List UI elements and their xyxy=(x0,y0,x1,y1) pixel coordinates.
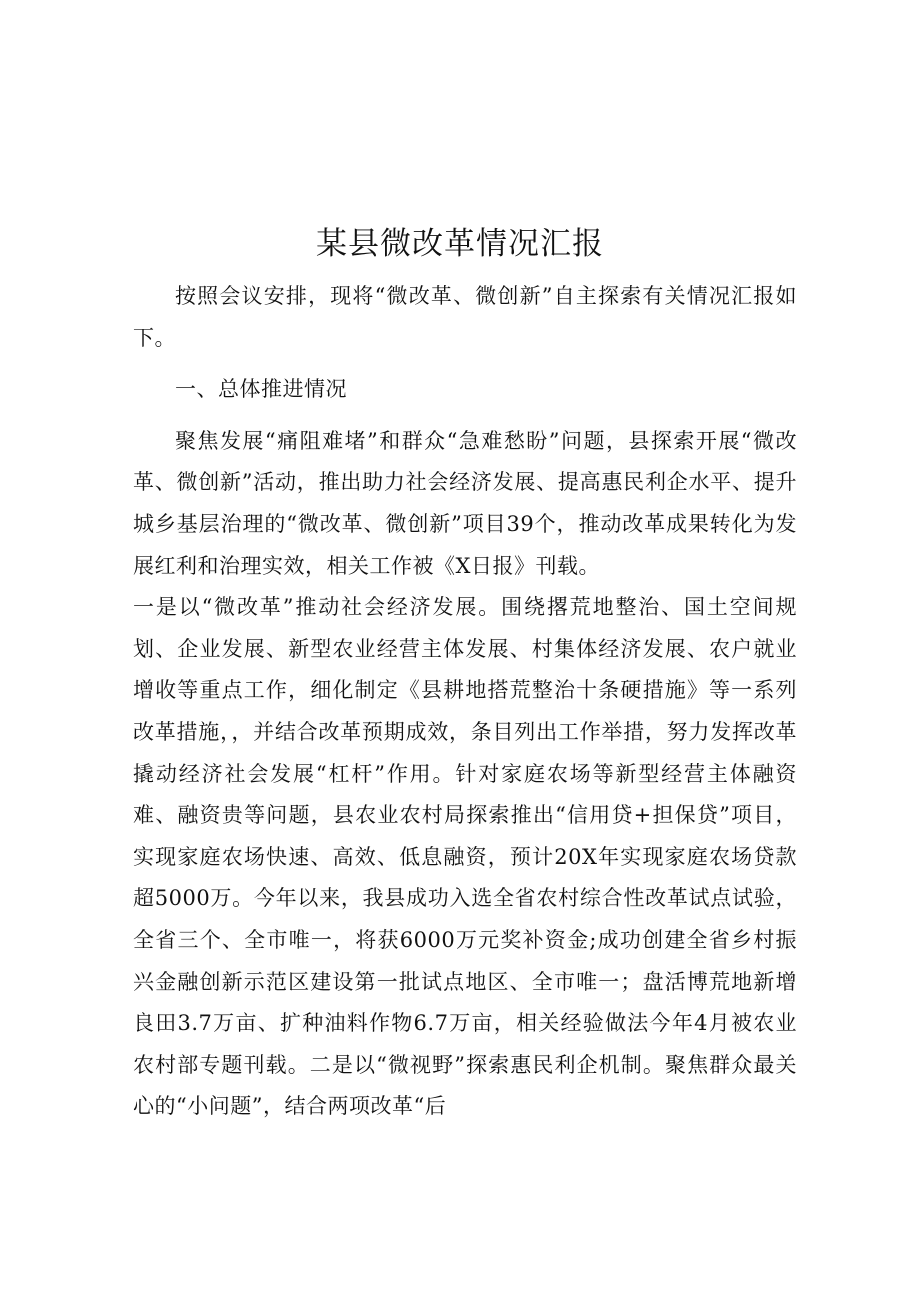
intro-paragraph: 按照会议安排，现将“微改革、微创新”自主探索有关情况汇报如下。 xyxy=(133,284,797,350)
overview-paragraph: 聚焦发展“痛阻难堵”和群众“急难愁盼”问题，县探索开展“微改革、微创新”活动，推出助力社会经济发展、提高惠民利企水平、提升城乡基层治理的“微改革、微创新”项目39个，推动改革成果转化为发展红利和治理实效，相关工作被《X日报》刊载。 xyxy=(133,428,797,578)
paragraph-gap xyxy=(133,411,797,421)
paragraph-gap xyxy=(133,359,797,369)
section-heading: 一、总体推进情况 xyxy=(175,377,347,402)
document-title: 某县微改革情况汇报 xyxy=(316,226,604,262)
measures-paragraph: 一是以“微改革”推动社会经济发展。围绕撂荒地整治、国土空间规划、企业发展、新型农业经营主体发展、村集体经济发展、农户就业增收等重点工作，细化制定《县耕地搭荒整治十条硬措施》等一系列改革措施，，并结合改革预期成效，条目列出工作举措，努力发挥改革撬动经济社会发展“杠杆”作用。针对家庭农场等新型经营主体融资难、融资贵等问题，县农业农村局探索推出“信用贷+担保贷”项目，实现家庭农场快速、高效、低息融资，预计20X年实现家庭农场贷款超5000万。今年以来，我县成功入选全省农村综合性改革试点试验，全省三个、全市唯一，将获6000万元奖补资金;成功创建全省乡村振兴金融创新示范区建设第一批试点地区、全市唯一；盘活博荒地新增良田3.7万亩、扩种油料作物6.7万亩，相关经验做法今年4月被农业农村部专题刊载。二是以“微视野”探索惠民利企机制。聚焦群众最关心的“小问题”，结合两项改革“后 xyxy=(133,595,797,1119)
document-body xyxy=(133,276,797,1128)
